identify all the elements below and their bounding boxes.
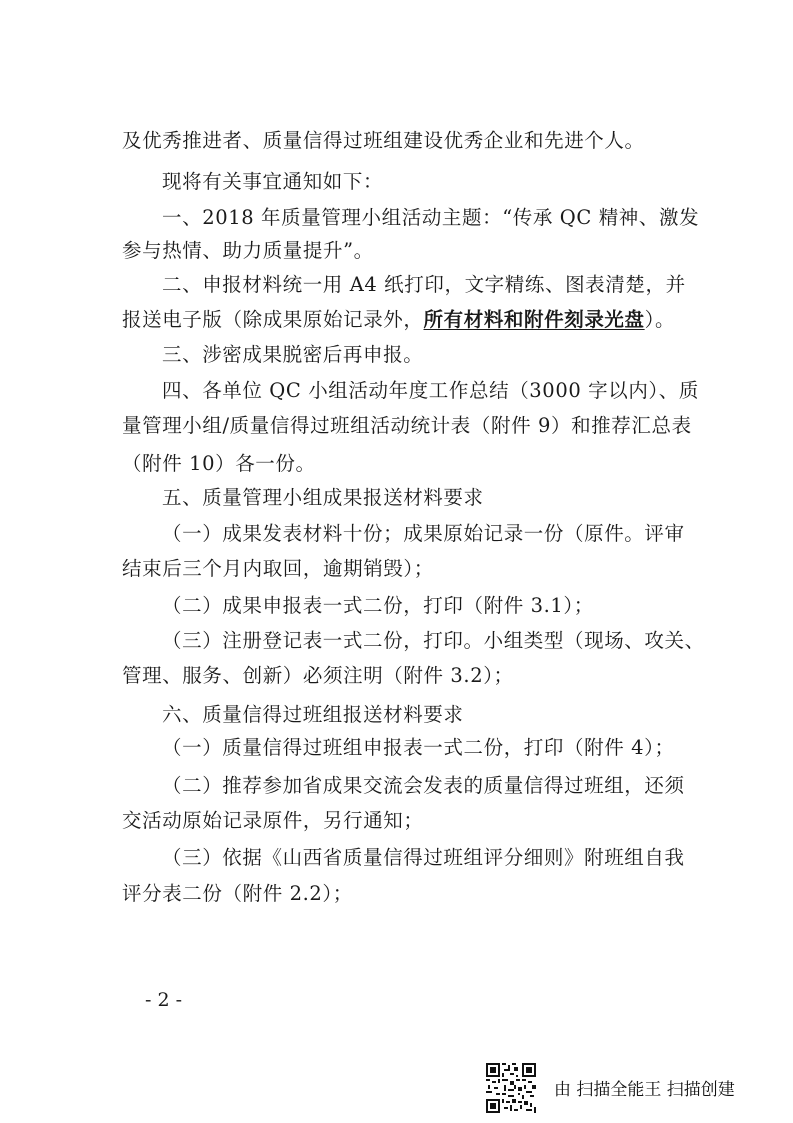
text-line: （附件 10）各一份。 xyxy=(122,452,316,475)
text-line: 一、2018 年质量管理小组活动主题：“传承 QC 精神、激发 xyxy=(162,206,700,229)
scanner-watermark: 由 扫描全能王 扫描创建 xyxy=(554,1080,735,1100)
page-number: - 2 - xyxy=(145,989,183,1011)
text-line: 交活动原始记录原件，另行通知； xyxy=(122,809,424,832)
text-line: 管理、服务、创新）必须注明（附件 3.2）； xyxy=(122,664,514,687)
text-line: 四、各单位 QC 小组活动年度工作总结（3000 字以内）、质 xyxy=(162,379,699,402)
text-line: 量管理小组/质量信得过班组活动统计表（附件 9）和推荐汇总表 xyxy=(122,414,692,437)
text-line: （二）成果申报表一式二份，打印（附件 3.1）； xyxy=(162,594,594,617)
text-segment: 报送电子版（除成果原始记录外， xyxy=(122,308,424,331)
text-line: （三）注册登记表一式二份，打印。小组类型（现场、攻关、 xyxy=(162,629,705,652)
text-line: （一）质量信得过班组申报表一式二份，打印（附件 4）； xyxy=(162,736,675,759)
underlined-emphasis: 所有材料和附件刻录光盘 xyxy=(423,308,645,331)
qr-code-icon xyxy=(486,1063,536,1113)
text-line: 结束后三个月内取回，逾期销毁）； xyxy=(122,557,434,580)
text-line xyxy=(122,305,675,335)
text-line: （二）推荐参加省成果交流会发表的质量信得过班组，还须 xyxy=(162,774,685,797)
text-line: 二、申报材料统一用 A4 纸打印，文字精练、图表清楚，并 xyxy=(162,273,686,296)
text-line: 参与热情、助力质量提升”。 xyxy=(122,239,374,262)
text-line: （三）依据《山西省质量信得过班组评分细则》附班组自我 xyxy=(162,846,685,869)
text-line: 现将有关事宜通知如下： xyxy=(162,170,384,193)
text-line: 及优秀推进者、质量信得过班组建设优秀企业和先进个人。 xyxy=(122,129,645,152)
text-segment: ）。 xyxy=(644,308,676,331)
section-heading: 五、质量管理小组成果报送材料要求 xyxy=(162,486,484,509)
text-line: 评分表二份（附件 2.2）； xyxy=(122,882,353,905)
section-heading: 六、质量信得过班组报送材料要求 xyxy=(162,703,464,726)
text-line: 三、涉密成果脱密后再申报。 xyxy=(162,343,424,366)
text-line: （一）成果发表材料十份；成果原始记录一份（原件。评审 xyxy=(162,522,685,545)
